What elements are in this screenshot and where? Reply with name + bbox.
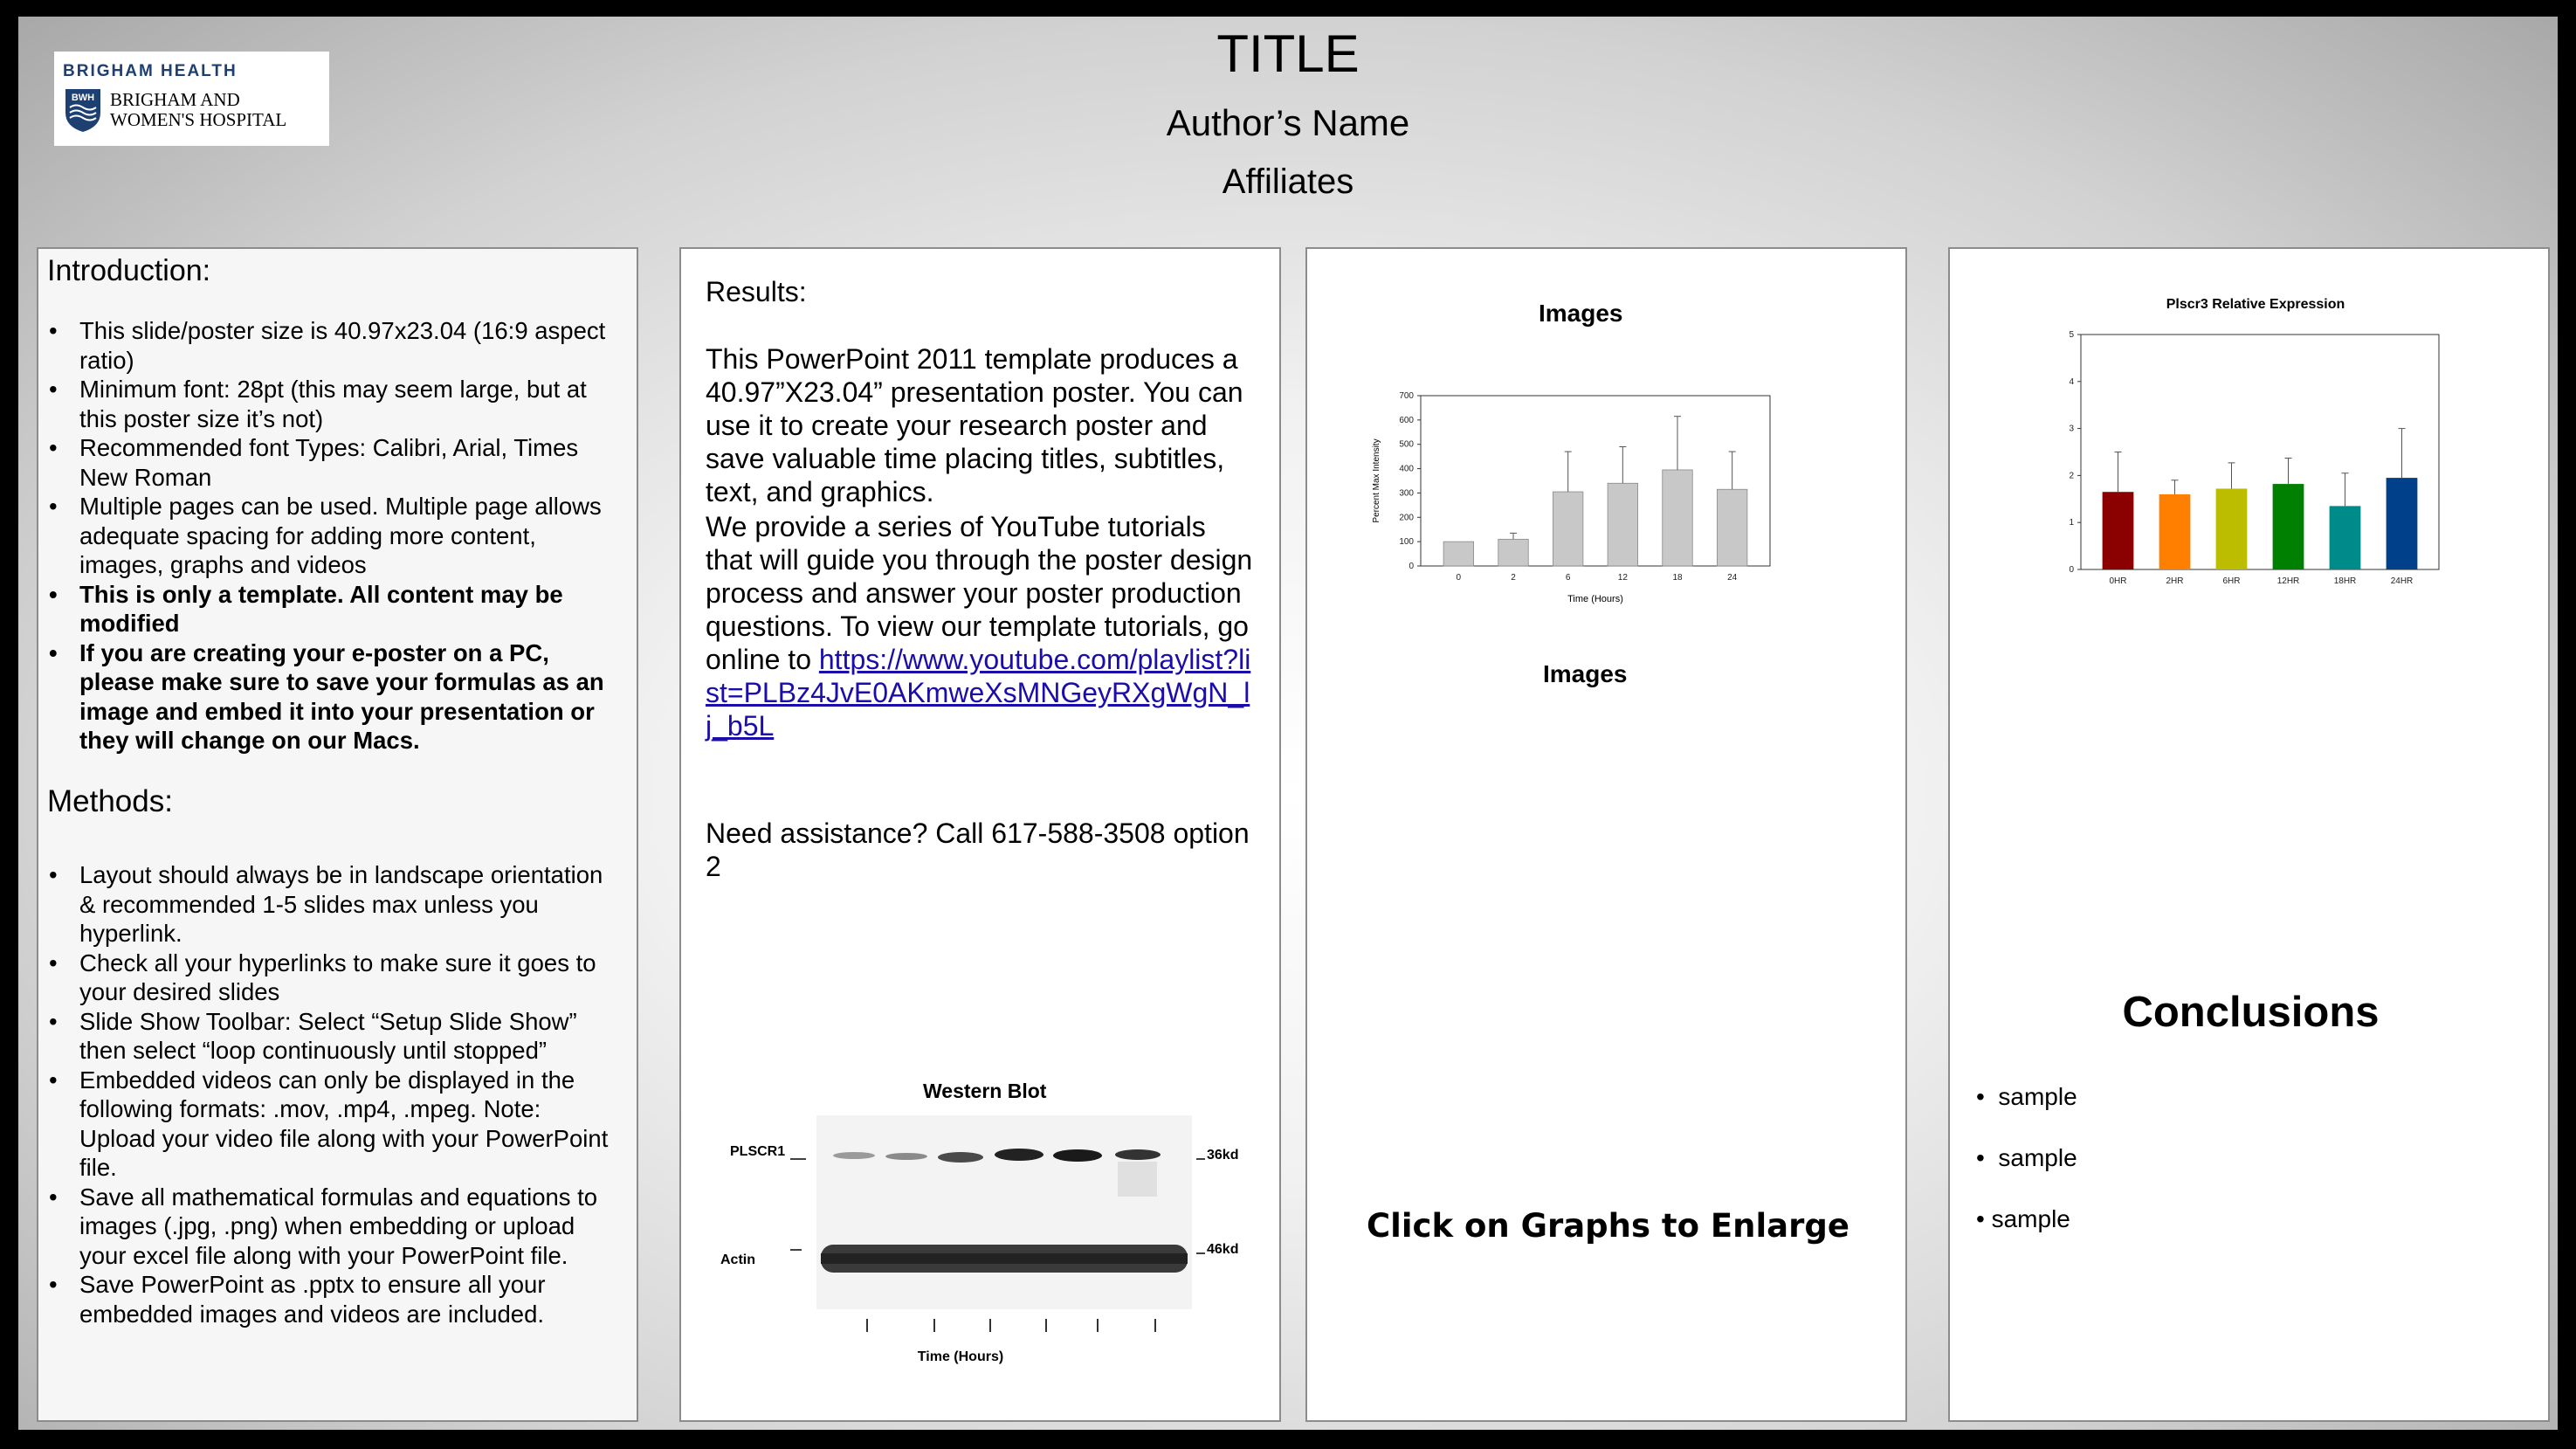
y-tick-label: 0 [2069, 565, 2074, 575]
x-axis-label: Time (Hours) [1567, 594, 1623, 604]
conclusion-item-text: sample [1998, 1083, 2077, 1110]
logo-hospital-line2: WOMEN'S HOSPITAL [110, 109, 287, 130]
plscr3-expression-chart[interactable] [2046, 293, 2465, 603]
x-tick-label: 2 [1511, 573, 1516, 583]
methods-item: • Embedded videos can only be displayed in the following formats: .mov, .mp4, .mpeg. Note: Upload your video file along with your PowerPoint file. [49, 1066, 616, 1183]
methods-list [49, 860, 616, 1328]
methods-heading: Methods: [47, 784, 173, 818]
images-panel [1305, 247, 1907, 1422]
methods-item: • Check all your hyperlinks to make sure it goes to your desired slides [49, 949, 616, 1007]
actin-bands [821, 1245, 1188, 1273]
introduction-list [49, 316, 616, 756]
western-blot-xlabel: Time (Hours) [917, 1349, 1004, 1364]
conclusion-item: • sample [1976, 1205, 2070, 1232]
y-axis-label: Percent Max Intensity [1372, 438, 1381, 523]
bar [1553, 492, 1582, 566]
bar [2103, 492, 2134, 569]
conclusion-item: • sample [1976, 1144, 2077, 1171]
bar [2387, 478, 2418, 569]
y-tick-label: 0 [1409, 562, 1414, 571]
bar [1663, 470, 1692, 566]
introduction-heading: Introduction: [47, 254, 211, 287]
youtube-playlist-link[interactable]: https://www.youtube.com/playlist?list=PLBz4JvE0AKmweXsMNGeyRXgWgN_lj_b5L [706, 644, 1251, 742]
intensity-bar-chart[interactable] [1368, 369, 1786, 605]
x-tick-label: 0HR [2109, 576, 2127, 586]
y-tick-label: 600 [1399, 415, 1414, 425]
x-tick-label: 18 [1672, 573, 1683, 583]
methods-item: • Save PowerPoint as .pptx to ensure all your embedded images and videos are included. [49, 1270, 616, 1328]
x-tick-label: 12HR [2276, 576, 2300, 586]
blot-band [1115, 1149, 1161, 1160]
western-blot-title: Western Blot [923, 1080, 1047, 1102]
methods-item: • Layout should always be in landscape orientation & recommended 1-5 slides max unless you hyperlink. [49, 860, 616, 949]
bar [1608, 483, 1637, 566]
blot-band [938, 1152, 983, 1163]
y-tick-label: 200 [1399, 513, 1414, 523]
x-tick-label: 6 [1565, 573, 1571, 583]
conclusion-item-text: sample [1991, 1205, 2070, 1232]
introduction-item: • Multiple pages can be used. Multiple page allows adequate spacing for adding more content, images, graphs and videos [49, 492, 616, 580]
bar [2330, 506, 2361, 569]
y-tick-label: 5 [2069, 330, 2074, 340]
y-tick-label: 100 [1399, 537, 1414, 548]
blot-band [833, 1152, 875, 1159]
y-tick-label: 500 [1399, 439, 1414, 450]
conclusion-item: • sample [1976, 1083, 2077, 1110]
conclusion-item-text: sample [1998, 1144, 2077, 1171]
bar [1443, 542, 1473, 566]
y-tick-label: 2 [2069, 471, 2074, 481]
bar [1498, 539, 1528, 566]
y-tick-label: 400 [1399, 464, 1414, 474]
logo-hospital-line1: BRIGHAM AND [110, 89, 240, 110]
x-tick-label: 12 [1617, 573, 1628, 583]
conclusions-panel [1948, 247, 2550, 1422]
marker-46kd: 46kd [1207, 1242, 1239, 1257]
x-tick-label: 6HR [2222, 576, 2241, 586]
western-blot-figure[interactable] [707, 1114, 1266, 1367]
chart-background [1368, 369, 1786, 605]
introduction-item: • Minimum font: 28pt (this may seem large, but at this poster size it’s not) [49, 375, 616, 433]
images-label-bottom: Images [1543, 660, 1628, 687]
poster [18, 17, 2558, 1430]
y-tick-label: 3 [2069, 424, 2074, 434]
blot-band [995, 1149, 1043, 1161]
introduction-item: • If you are creating your e-poster on a PC, please make sure to save your formulas as an image and embed it into your presentation or they will change on our Macs. [49, 638, 616, 756]
author-name: Author’s Name [1166, 102, 1410, 143]
conclusions-heading: Conclusions [2122, 989, 2380, 1036]
logo-brand: BRIGHAM HEALTH [63, 62, 238, 80]
affiliates: Affiliates [1222, 162, 1354, 201]
plscr1-label: PLSCR1 [730, 1144, 786, 1159]
blot-band [1053, 1149, 1102, 1162]
methods-item: • Save all mathematical formulas and equations to images (.jpg, .png) when embedding or upload your excel file along with your PowerPoint file. [49, 1183, 616, 1271]
x-tick-label: 24 [1727, 573, 1738, 583]
methods-item: • Slide Show Toolbar: Select “Setup Slide Show” then select “loop continuously until stopped” [49, 1007, 616, 1066]
y-tick-label: 700 [1399, 391, 1414, 401]
bar [1717, 489, 1746, 566]
marker-36kd: 36kd [1207, 1148, 1239, 1163]
actin-label: Actin [720, 1252, 755, 1267]
x-tick-label: 24HR [2390, 576, 2414, 586]
introduction-item: • This slide/poster size is 40.97x23.04 (16:9 aspect ratio) [49, 316, 616, 375]
results-paragraph-1: This PowerPoint 2011 template produces a 40.97”X23.04” presentation poster. You can use it to create your research poster and save valuable time placing titles, subtitles, text, and graphics. [706, 343, 1243, 507]
bar [2159, 494, 2191, 569]
poster-title: TITLE [1216, 24, 1360, 83]
bar [2216, 488, 2248, 569]
shield-text: BWH [71, 93, 95, 103]
y-tick-label: 1 [2069, 518, 2074, 528]
results-paragraph-3: Need assistance? Call 617-588-3508 option 2 [706, 818, 1250, 882]
intro-methods-panel [37, 247, 638, 1422]
blot-band [885, 1153, 927, 1160]
x-tick-label: 0 [1456, 573, 1462, 583]
chart-title: Plscr3 Relative Expression [2166, 297, 2345, 312]
results-heading: Results: [706, 276, 807, 307]
results-panel [679, 247, 1281, 1422]
introduction-item: • This is only a template. All content may be modified [49, 580, 616, 638]
introduction-item: • Recommended font Types: Calibri, Arial, Times New Roman [49, 433, 616, 492]
y-tick-label: 300 [1399, 488, 1414, 499]
blot-smear [1118, 1162, 1157, 1197]
lane-ticks [867, 1319, 1155, 1332]
results-paragraph-2-text: We provide a series of YouTube tutorials that will guide you through the poster design process and answer your poster production questions. To view our template tutorials, go online to [706, 511, 1253, 675]
x-tick-label: 18HR [2333, 576, 2357, 586]
results-paragraph-2 [706, 510, 1256, 742]
click-to-enlarge-text: Click on Graphs to Enlarge [1367, 1207, 1849, 1245]
y-tick-label: 4 [2069, 376, 2074, 387]
images-label-top: Images [1539, 300, 1623, 327]
bar [2273, 484, 2304, 569]
x-tick-label: 2HR [2166, 576, 2184, 586]
